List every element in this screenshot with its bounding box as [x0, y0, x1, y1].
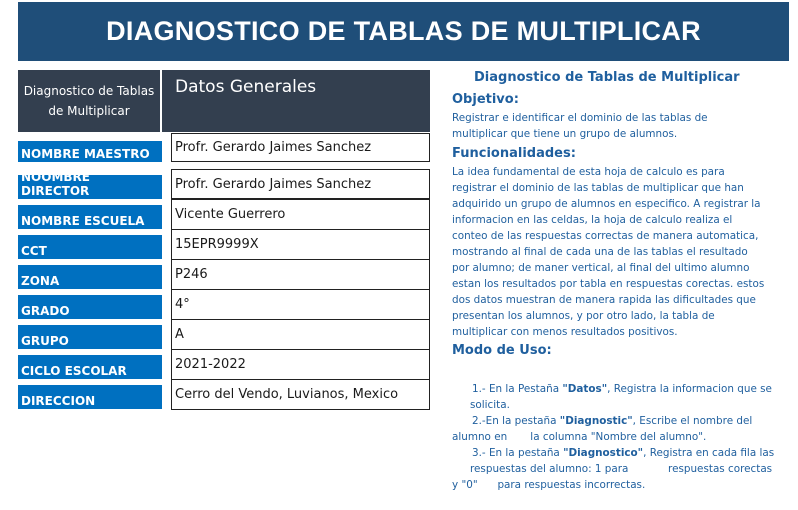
- field-value: 4°: [175, 297, 190, 312]
- text-line: dos datos muestran de manera rapida las dificultades que: [452, 294, 756, 306]
- page-banner: [18, 2, 789, 61]
- step-2-continued: alumno en la columna "Nombre del alumno".: [452, 431, 707, 443]
- step-3-line: [452, 445, 792, 461]
- step-tab-name: "Datos": [562, 383, 608, 395]
- label-ciclo-escolar: [18, 355, 162, 379]
- step-3-continued: respuestas del alumno: 1 para respuestas corectas: [470, 463, 773, 475]
- field-value: Profr. Gerardo Jaimes Sanchez: [175, 140, 372, 155]
- label-text: CCT: [21, 244, 47, 258]
- label-nombre-escuela: [18, 205, 162, 229]
- field-value: P246: [175, 267, 208, 282]
- label-text: DIRECCION: [21, 394, 96, 408]
- info-title: Diagnostico de Tablas de Multiplicar: [474, 70, 740, 85]
- usage-steps: [452, 381, 792, 493]
- usage-heading: Modo de Uso:: [452, 343, 552, 358]
- label-direccion: [18, 385, 162, 409]
- label-text: NOOMBRE DIRECTOR: [21, 170, 90, 198]
- field-nombre-escuela[interactable]: [171, 199, 430, 230]
- objective-heading: Objetivo:: [452, 92, 519, 107]
- step-text: , Escribe el nombre del: [632, 415, 753, 427]
- step-1-line: [452, 381, 792, 397]
- field-zona[interactable]: [171, 259, 430, 290]
- text-line: mostrando al final de cada una de las tablas el resultado: [452, 246, 748, 258]
- label-nombre-director: [18, 170, 162, 199]
- text-line: informacion en las celdas, la hoja de calculo realiza el: [452, 214, 733, 226]
- text-line: adquirido un grupo de alumnos en especifico. A registrar la: [452, 198, 761, 210]
- step-text: 2.-En la pestaña: [472, 415, 560, 427]
- step-text: , Registra en cada fila las: [643, 447, 775, 459]
- field-grupo[interactable]: [171, 319, 430, 350]
- text-line: registrar el dominio de las tablas de multiplicar que han: [452, 182, 744, 194]
- field-nombre-maestro[interactable]: [171, 133, 430, 162]
- functionalities-heading: Funcionalidades:: [452, 146, 576, 161]
- label-text: NOMBRE MAESTRO: [21, 147, 150, 161]
- functionalities-text: [452, 164, 792, 340]
- step-text: 1.- En la Pestaña: [472, 383, 563, 395]
- field-value: 15EPR9999X: [175, 237, 259, 252]
- label-text: ZONA: [21, 274, 60, 288]
- step-3-continued: y "0" para respuestas incorrectas.: [452, 479, 646, 491]
- field-value: 2021-2022: [175, 357, 246, 372]
- field-grado[interactable]: [171, 289, 430, 320]
- label-grupo: [18, 325, 162, 349]
- text-line: presentan los alumnos, y por otro lado, la tabla de: [452, 310, 715, 322]
- text-line: Registrar e identificar el dominio de las tablas de: [452, 112, 708, 124]
- header-left-text: Diagnostico de Tablas de Multiplicar: [23, 84, 155, 118]
- field-ciclo-escolar[interactable]: [171, 349, 430, 380]
- page-title: DIAGNOSTICO DE TABLAS DE MULTIPLICAR: [106, 16, 701, 46]
- step-1-continued: solicita.: [470, 399, 510, 411]
- header-left-cell[interactable]: [18, 70, 160, 132]
- objective-text: [452, 110, 792, 142]
- step-tab-name: "Diagnostico": [563, 447, 644, 459]
- label-text: NOMBRE ESCUELA: [21, 214, 145, 228]
- field-value: A: [175, 327, 184, 342]
- step-2-line: [452, 413, 792, 429]
- text-line: por alumno; de maner vertical, al final del ultimo alumno: [452, 262, 750, 274]
- field-nombre-director[interactable]: [171, 169, 430, 199]
- text-line: multiplicar que tiene un grupo de alumnos.: [452, 128, 678, 140]
- label-cct: [18, 235, 162, 259]
- text-line: conteo de las respuestas correctas de manera automatica,: [452, 230, 759, 242]
- label-text: CICLO ESCOLAR: [21, 364, 127, 378]
- label-text: GRUPO: [21, 334, 69, 348]
- label-zona: [18, 265, 162, 289]
- text-line: multiplicar con menos resultados positivos.: [452, 326, 678, 338]
- step-text: , Registra la informacion que se: [607, 383, 772, 395]
- text-line: estan los resultados por tabla en respuestas corectas. estos: [452, 278, 765, 290]
- field-value: Cerro del Vendo, Luvianos, Mexico: [175, 387, 399, 402]
- field-cct[interactable]: [171, 229, 430, 260]
- label-text: GRADO: [21, 304, 70, 318]
- label-grado: [18, 295, 162, 319]
- field-value: Vicente Guerrero: [175, 207, 286, 222]
- step-tab-name: "Diagnostic": [559, 415, 633, 427]
- text-line: La idea fundamental de esta hoja de calculo es para: [452, 166, 725, 178]
- step-text: 3.- En la pestaña: [472, 447, 564, 459]
- header-right-cell[interactable]: [162, 70, 430, 132]
- label-nombre-maestro: [18, 141, 162, 162]
- field-value: Profr. Gerardo Jaimes Sanchez: [175, 176, 372, 192]
- header-right-text: Datos Generales: [175, 77, 317, 97]
- field-direccion[interactable]: [171, 379, 430, 410]
